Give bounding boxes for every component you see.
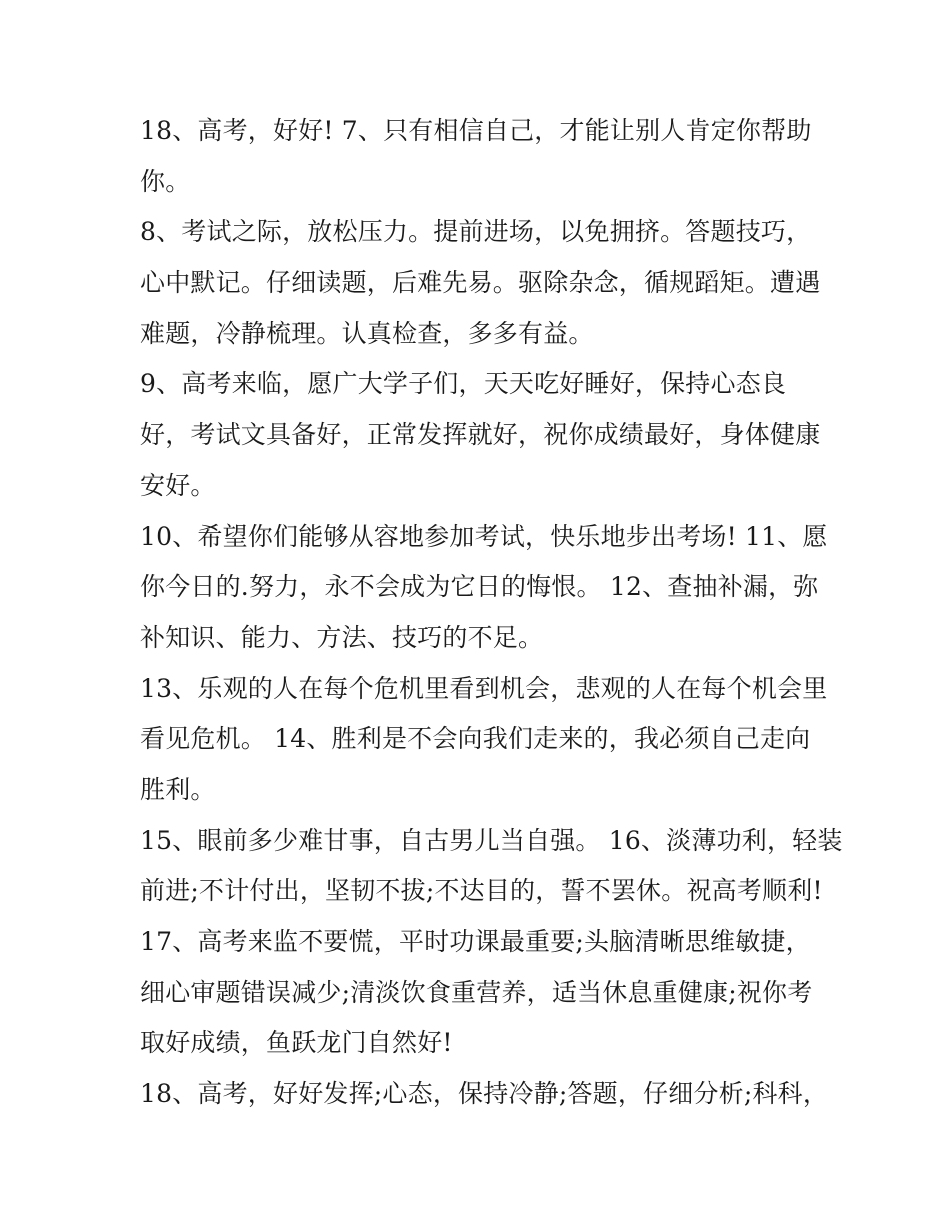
text-line: 取好成绩，鱼跃龙门自然好!: [140, 1028, 453, 1058]
text-line: 心中默记。仔细读题，后难先易。驱除杂念，循规蹈矩。遭遇: [140, 268, 821, 298]
paragraph-8: [140, 1069, 829, 1120]
paragraph-4: [140, 512, 828, 664]
text-line: 8、考试之际，放松压力。提前进场，以免拥挤。答题技巧，: [140, 217, 812, 247]
paragraph-1: [140, 106, 820, 207]
text-line: 你今日的.努力，永不会成为它日的悔恨。 12、查抽补漏，弥: [140, 572, 819, 602]
text-line: 9、高考来临，愿广大学子们，天天吃好睡好，保持心态良: [140, 369, 787, 399]
text-line: 18、高考，好好! 7、只有相信自己，才能让别人肯定你帮助: [140, 116, 812, 145]
paragraph-3: [140, 359, 820, 511]
paragraph-7: [140, 917, 820, 1069]
text-line: 前进;不计付出，坚韧不拔;不达目的，誓不罢休。祝高考顺利!: [140, 876, 823, 906]
document-body: [140, 106, 843, 1120]
text-line: 17、高考来监不要慌，平时功课最重要;头脑清晰思维敏捷，: [140, 927, 811, 956]
paragraph-2: [140, 207, 820, 359]
text-line: 13、乐观的人在每个危机里看到机会，悲观的人在每个机会里: [140, 673, 828, 703]
text-line: 安好。: [140, 470, 216, 500]
text-line: 细心审题错误减少;清淡饮食重营养，适当休息重健康;祝你考: [140, 977, 813, 1007]
text-line: 补知识、能力、方法、技巧的不足。: [140, 622, 544, 652]
paragraph-5: [140, 664, 828, 816]
paragraph-6: [140, 816, 843, 917]
text-line: 胜利。: [140, 774, 216, 804]
text-line: 你。: [140, 166, 191, 196]
text-line: 10、希望你们能够从容地参加考试，快乐地步出考场! 11、愿: [140, 521, 828, 551]
text-line: 难题，冷静梳理。认真检查，多多有益。: [140, 318, 594, 348]
text-line: 看见危机。 14、胜利是不会向我们走来的，我必须自己走向: [140, 724, 811, 754]
text-line: 18、高考，好好发挥;心态，保持冷静;答题，仔细分析;科科，: [140, 1079, 829, 1109]
text-line: 好，考试文具备好，正常发挥就好，祝你成绩最好，身体健康: [140, 420, 821, 450]
text-line: 15、眼前多少难甘事，自古男儿当自强。 16、淡薄功利，轻装: [140, 825, 843, 855]
